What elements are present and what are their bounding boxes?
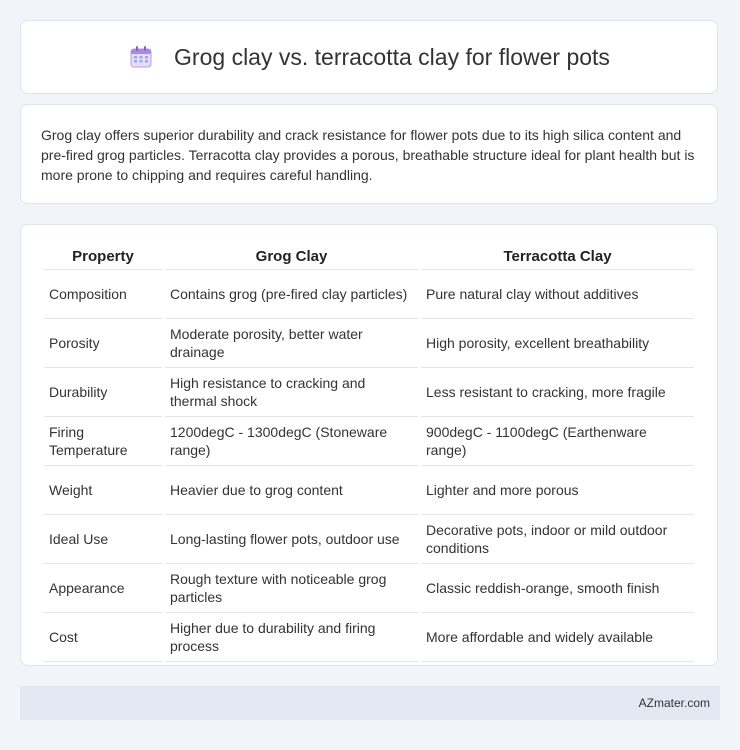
grog-cell: Contains grog (pre-fired clay particles): [165, 270, 418, 319]
grog-cell: Heavier due to grog content: [165, 466, 418, 515]
grog-cell: High resistance to cracking and thermal shock: [165, 368, 418, 417]
property-cell: Weight: [44, 466, 162, 515]
table-header-row: [44, 243, 694, 270]
terracotta-cell: Lighter and more porous: [421, 466, 694, 515]
page-title: Grog clay vs. terracotta clay for flower pots: [174, 43, 610, 70]
terracotta-cell: Decorative pots, indoor or mild outdoor conditions: [421, 515, 694, 564]
terracotta-cell: 900degC - 1100degC (Earthenware range): [421, 417, 694, 466]
property-cell: Durability: [44, 368, 162, 417]
table-row: [44, 270, 694, 319]
property-cell: Composition: [44, 270, 162, 319]
intro-text: Grog clay offers superior durability and crack resistance for flower pots due to its high silica content and pre-fired grog particles. Terracotta clay provides a porous, breathable structure ideal for plant health but is more prone to chipping and requires careful handling.: [41, 127, 695, 183]
comparison-table: [41, 243, 697, 662]
grog-cell: Rough texture with noticeable grog particles: [165, 564, 418, 613]
header-property: Property: [44, 243, 162, 270]
table-row: [44, 515, 694, 564]
property-cell: Firing Temperature: [44, 417, 162, 466]
table-row: [44, 613, 694, 662]
property-cell: Appearance: [44, 564, 162, 613]
footer-brand: AZmater.com: [638, 696, 710, 710]
table-row: [44, 368, 694, 417]
header-grog-clay: Grog Clay: [165, 243, 418, 270]
terracotta-cell: High porosity, excellent breathability: [421, 319, 694, 368]
terracotta-cell: More affordable and widely available: [421, 613, 694, 662]
property-cell: Porosity: [44, 319, 162, 368]
footer-bar: [20, 686, 720, 720]
header-terracotta-clay: Terracotta Clay: [421, 243, 694, 270]
title-card: [20, 20, 718, 94]
grog-cell: Higher due to durability and firing process: [165, 613, 418, 662]
table-row: [44, 564, 694, 613]
grog-cell: Long-lasting flower pots, outdoor use: [165, 515, 418, 564]
grog-cell: Moderate porosity, better water drainage: [165, 319, 418, 368]
table-row: [44, 466, 694, 515]
intro-card: [20, 104, 718, 204]
calendar-icon: [128, 44, 154, 70]
table-row: [44, 417, 694, 466]
grog-cell: 1200degC - 1300degC (Stoneware range): [165, 417, 418, 466]
property-cell: Ideal Use: [44, 515, 162, 564]
comparison-table-card: [20, 224, 718, 666]
terracotta-cell: Pure natural clay without additives: [421, 270, 694, 319]
terracotta-cell: Less resistant to cracking, more fragile: [421, 368, 694, 417]
table-row: [44, 319, 694, 368]
terracotta-cell: Classic reddish-orange, smooth finish: [421, 564, 694, 613]
property-cell: Cost: [44, 613, 162, 662]
